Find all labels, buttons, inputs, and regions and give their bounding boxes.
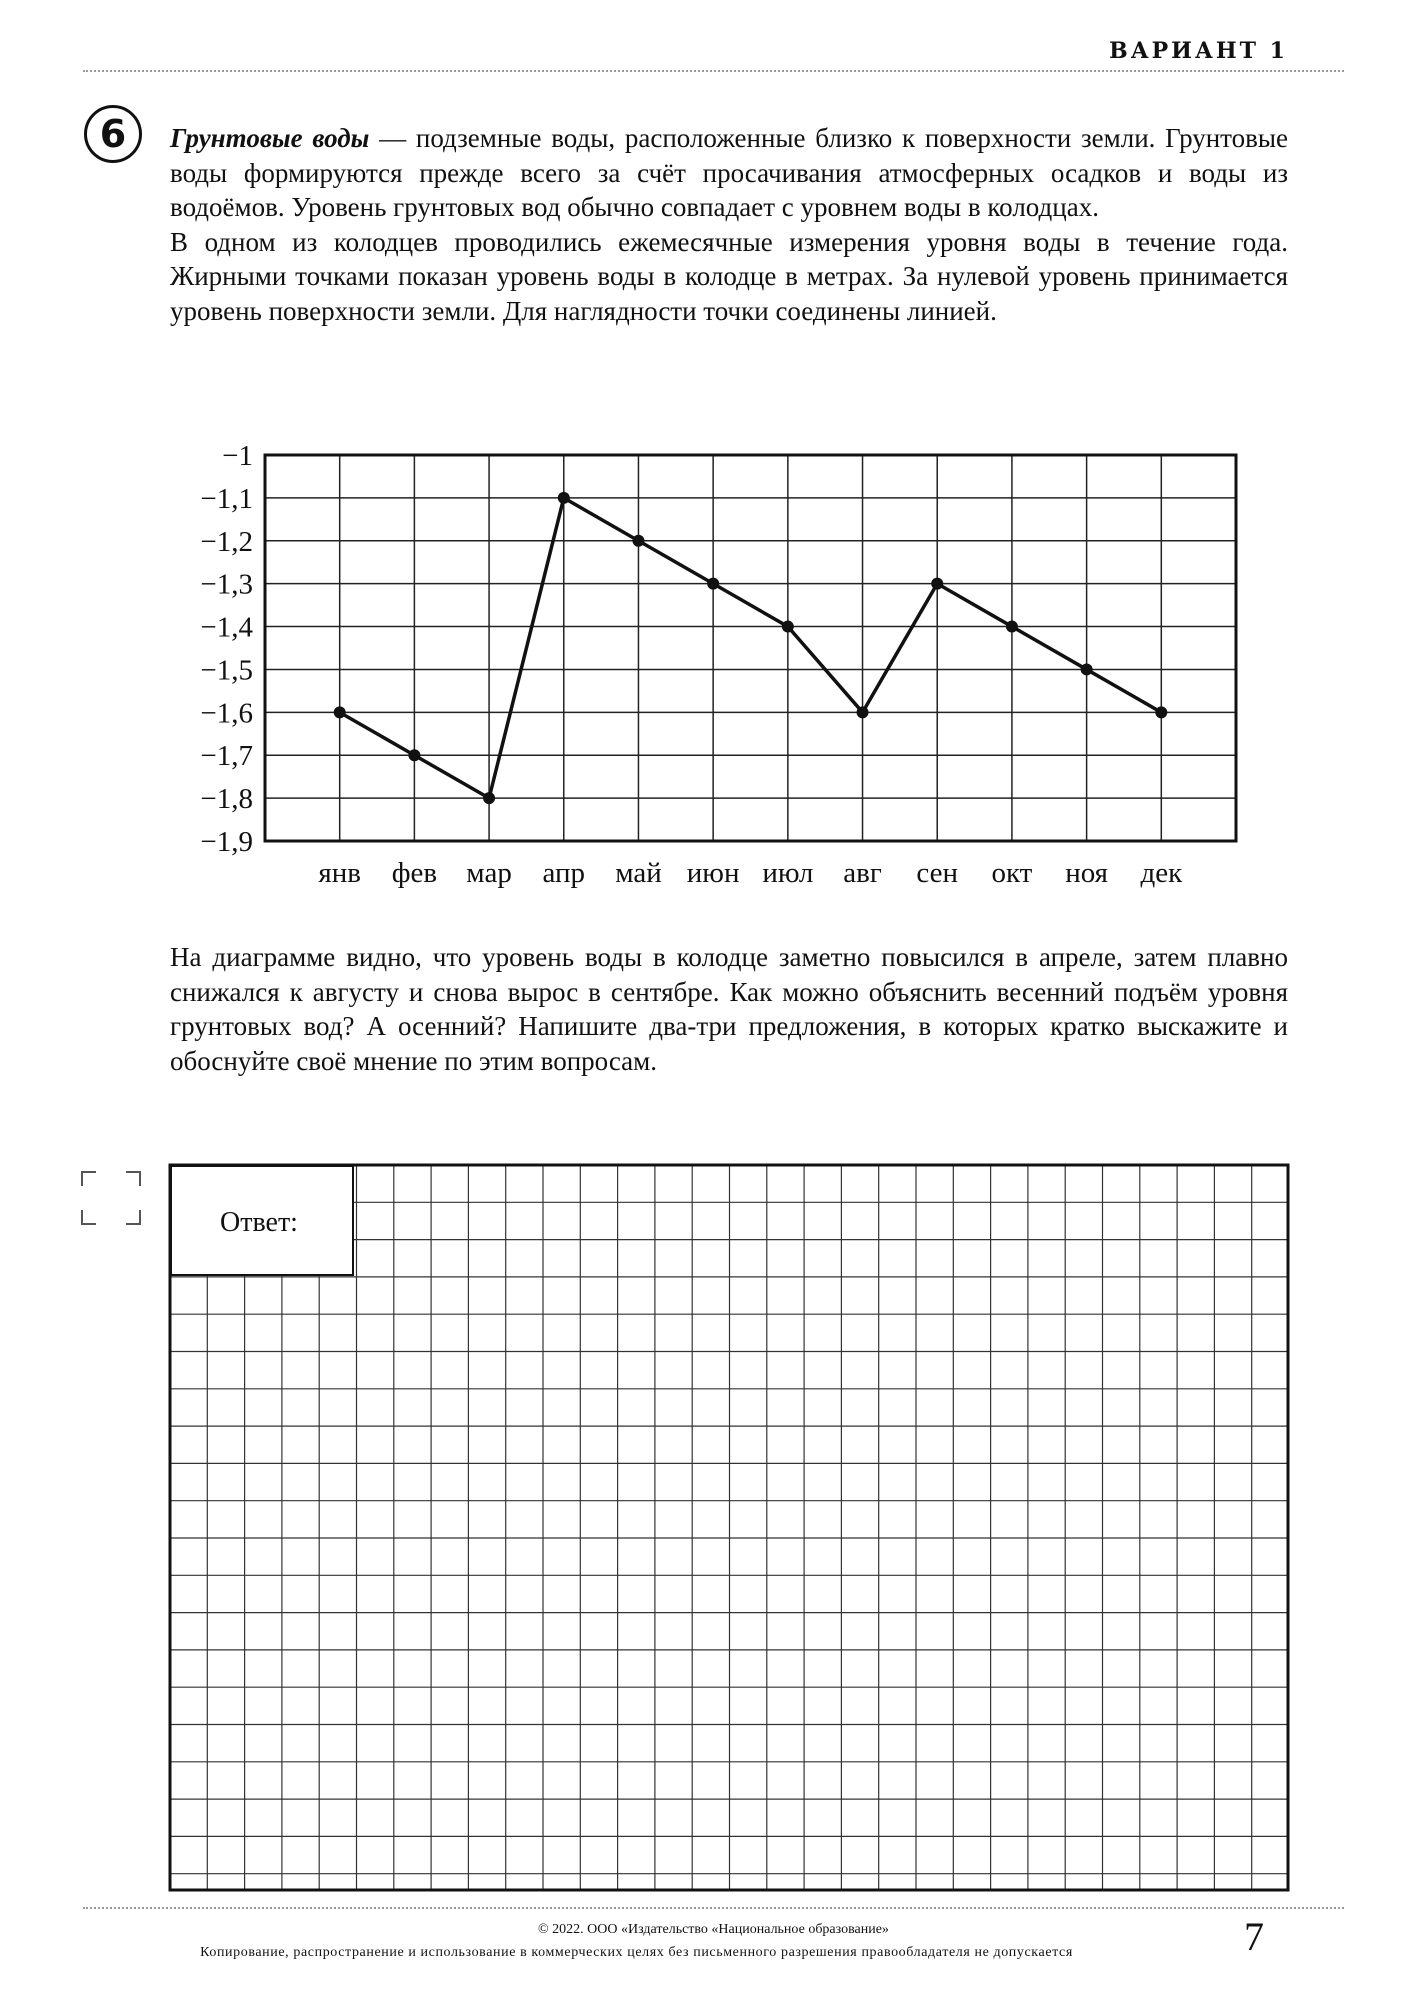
footer-copyright: © 2022. ООО «Издательство «Национальное образование» [538,1922,889,1937]
intro-paragraph-2: В одном из колодцев проводились ежемесячные измерения уровня воды в течение года. Жирными точками показан уровень воды в колодце в метрах. За нулевой уровень принимается уровень поверхности земли. Для наглядности точки соединены линией. [170,226,1288,326]
y-tick-label: −1,7 [200,740,253,773]
question-text: На диаграмме видно, что уровень воды в колодце заметно повысился в апреле, затем плавно снижался к августу и снова вырос в сентябре. Как можно объяснить весенний подъём уровня грунтовых вод? А осенний? Напишите два-три предложения, в которых кратко выскажите и обоснуйте своё мнение по этим вопросам. [170,942,1288,1076]
variant-label: ВАРИАНТ 1 [1109,38,1288,64]
x-tick-label: мар [466,857,512,889]
x-tick-label: окт [991,857,1033,889]
y-tick-label: −1,8 [200,783,253,816]
x-tick-label: фев [391,857,438,889]
x-tick-label: май [615,857,662,889]
y-tick-label: −1 [222,440,253,472]
x-tick-label: апр [542,857,586,889]
y-tick-label: −1,6 [200,697,253,730]
x-tick-label: янв [318,857,361,889]
intro-definition: — подземные воды, расположенные близко к поверхности земли. Грунтовые воды формируются прежде всего за счёт просачивания атмосферных осадков и воды из водоёмов. Уровень грунтовых вод обычно совпадает с уровнем воды в колодцах. [170,123,1288,222]
answer-label: Ответ: [170,1165,354,1276]
x-tick-label: сен [916,857,959,889]
y-tick-label: −1,5 [200,654,253,687]
footer-notice: Копирование, распространение и использование в коммерческих целях без письменного разрешения правообладателя не допускается [200,1945,1073,1960]
x-tick-label: авг [843,857,882,889]
bottom-divider [83,1907,1344,1909]
y-tick-label: −1,4 [200,611,253,644]
task-number-badge: 6 [84,105,142,163]
y-tick-label: −1,9 [200,826,253,858]
x-tick-label: дек [1140,857,1183,889]
page-number: 7 [1244,1914,1264,1959]
y-tick-label: −1,1 [200,482,253,515]
y-tick-label: −1,3 [200,568,253,601]
y-tick-label: −1,2 [200,525,253,558]
x-tick-label: июн [686,857,740,889]
intro-term: Грунтовые воды [170,123,370,153]
x-tick-label: ноя [1065,857,1109,889]
x-tick-label: июл [762,857,814,889]
